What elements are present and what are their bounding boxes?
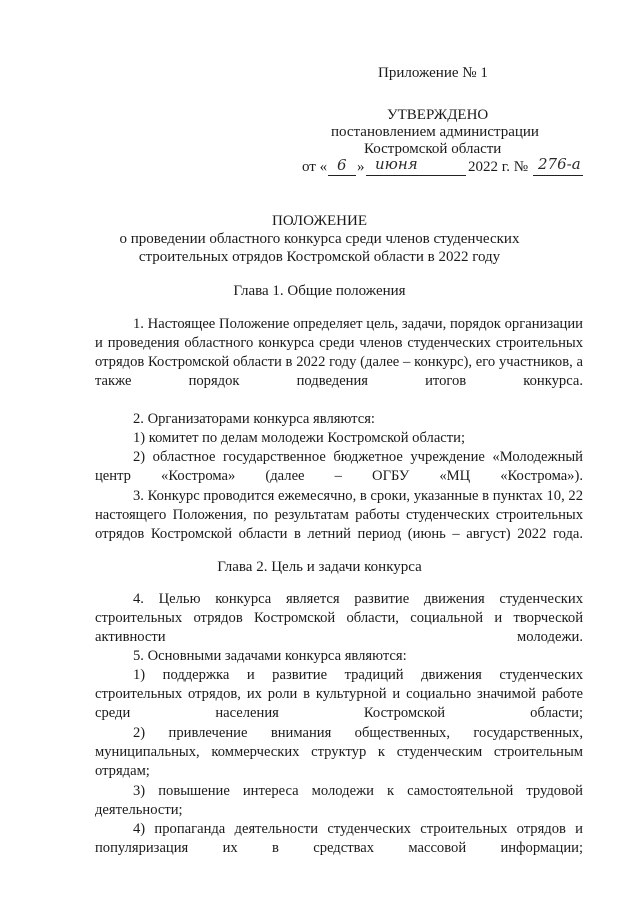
paragraph-2-item1: 1) комитет по делам молодежи Костромской области; xyxy=(133,430,466,446)
month-underline xyxy=(366,175,466,176)
paragraph-4: 4. Целью конкурса является развитие движения студенческих строительных отрядов Костромской области, социальной и творческой активности молодежи. xyxy=(95,591,583,645)
paragraph-2: 2. Организаторами конкурса являются: xyxy=(133,411,375,427)
paragraph-1: 1. Настоящее Положение определяет цель, задачи, порядок организации и проведения областного конкурса среди членов студенческих строительных отрядов Костромской области в 2022 году (далее – конкурс), его участников, а также порядок подведения итогов конкурса. xyxy=(95,316,583,389)
date-prefix: от « xyxy=(302,159,328,175)
date-year-number: 2022 г. № xyxy=(468,159,529,175)
approved-by-line1: постановлением администрации xyxy=(331,124,539,140)
date-quote-close: » xyxy=(357,159,365,175)
document-title: ПОЛОЖЕНИЕ xyxy=(272,213,367,229)
paragraph-5-item2: 2) привлечение внимания общественных, государственных, муниципальных, коммерческих структур к студенческим строительным отрядам; xyxy=(95,725,583,779)
doc-number-handwritten: 276-а xyxy=(538,155,581,173)
date-day-handwritten: 6 xyxy=(337,156,347,174)
document-subtitle-line2: строительных отрядов Костромской области в 2022 году xyxy=(138,249,501,265)
document-subtitle-line1: о проведении областного конкурса среди членов студенческих xyxy=(119,231,520,247)
approved-by-line2: Костромской области xyxy=(364,141,502,157)
appendix-label: Приложение № 1 xyxy=(378,65,488,81)
paragraph-5-item3: 3) повышение интереса молодежи к самостоятельной трудовой деятельности; xyxy=(95,783,583,818)
paragraph-5-item1: 1) поддержка и развитие традиций движения студенческих строительных отрядов, их роли в культурной и социально значимой работе среди населения Костромской области; xyxy=(95,667,583,721)
paragraph-3: 3. Конкурс проводится ежемесячно, в сроки, указанные в пунктах 10, 22 настоящего Положения, по результатам работы студенческих строительных отрядов Костромской области в летний период (июнь – август) 2022 года. xyxy=(95,488,583,542)
chapter1-heading: Глава 1. Общие положения xyxy=(233,283,406,299)
number-underline xyxy=(533,175,583,176)
paragraph-2-item2: 2) областное государственное бюджетное учреждение «Молодежный центр «Кострома» (далее – ОГБУ «МЦ «Кострома»). xyxy=(95,449,583,484)
paragraph-5-item4: 4) пропаганда деятельности студенческих строительных отрядов и популяризация их в средствах массовой информации; xyxy=(95,821,583,856)
paragraph-5: 5. Основными задачами конкурса являются: xyxy=(133,648,407,664)
approved-stamp: УТВЕРЖДЕНО xyxy=(387,107,489,123)
chapter2-heading: Глава 2. Цель и задачи конкурса xyxy=(217,559,422,575)
date-month-handwritten: июня xyxy=(375,155,418,173)
day-underline xyxy=(328,175,356,176)
